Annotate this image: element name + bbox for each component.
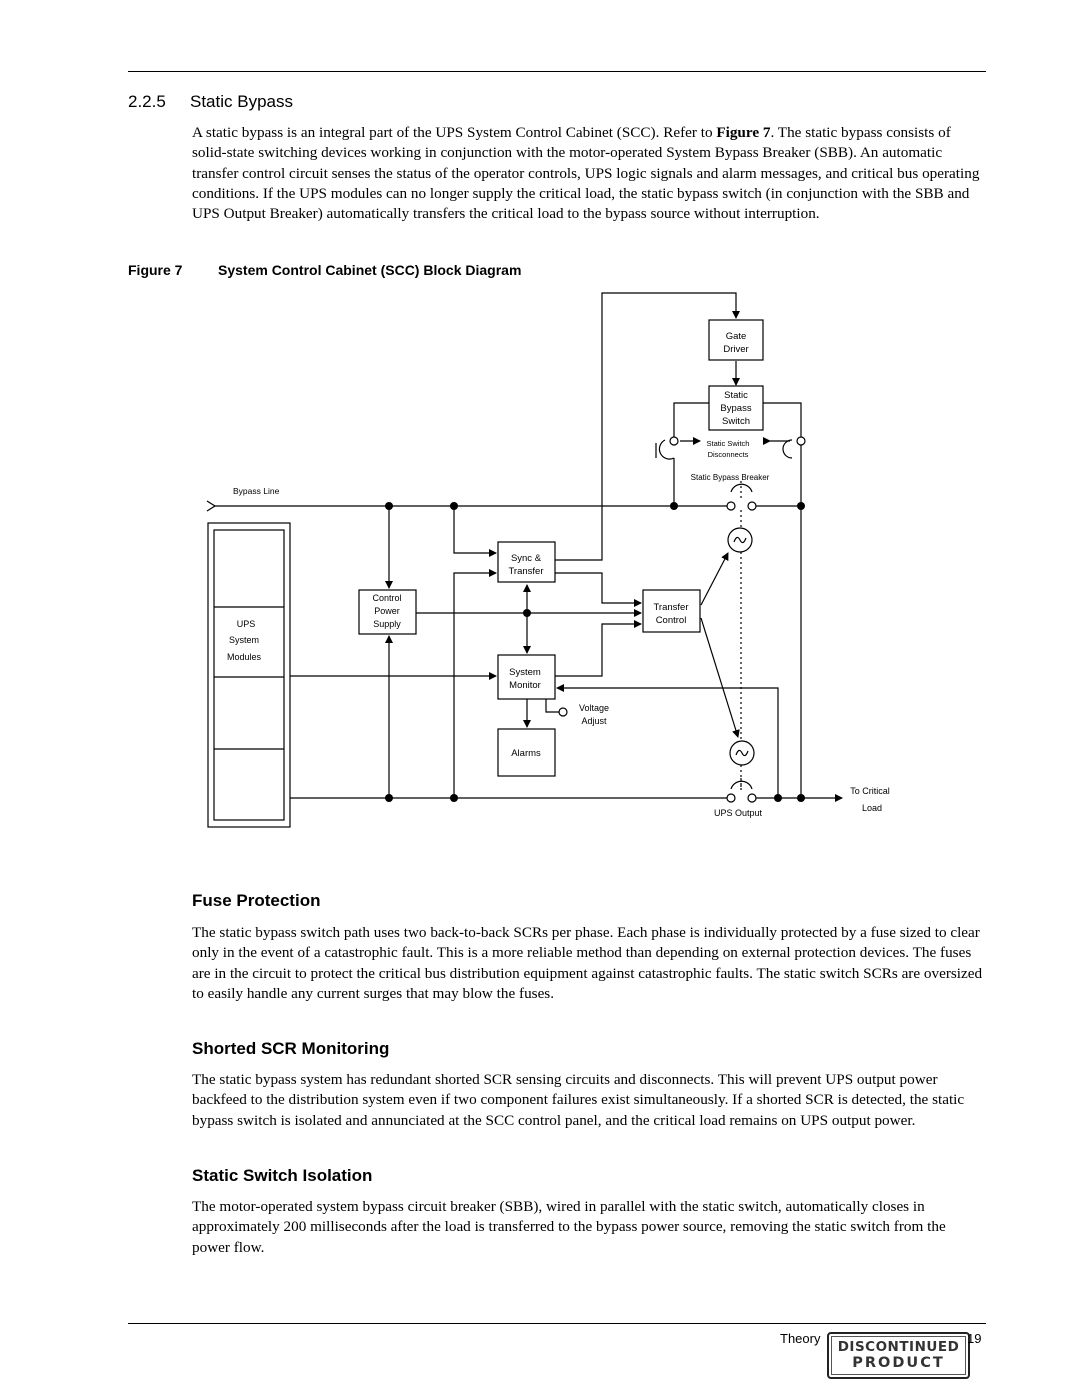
- critical-load-label: To Critical: [850, 786, 890, 796]
- stamp-line-2: PRODUCT: [852, 1355, 945, 1371]
- voltage-adjust-label: Voltage: [578, 703, 610, 713]
- static-switch-label: Bypass: [720, 403, 752, 414]
- figure-reference: Figure 7: [716, 124, 771, 141]
- transfer-control-label: Control: [655, 615, 687, 626]
- static-isolation-paragraph: The motor-operated system bypass circuit breaker (SBB), wired in parallel with the static switch, automatically closes in approximately 200 milliseconds after the load is transferred to the bypass power source, removing the static switch from the power flow.: [192, 1198, 946, 1256]
- critical-load-label: Load: [861, 803, 883, 813]
- bypass-line-label: Bypass Line: [233, 486, 280, 496]
- figure-title: System Control Cabinet (SCC) Block Diagram: [218, 262, 522, 278]
- bypass-breaker-label: Static Bypass Breaker: [690, 473, 770, 482]
- system-monitor-label: System: [509, 667, 541, 678]
- cps-label: Supply: [373, 619, 401, 629]
- section-number: 2.2.5: [128, 92, 166, 111]
- fuse-protection-paragraph: The static bypass switch path uses two back-to-back SCRs per phase. Each phase is individually protected by a fuse sized to clear only in the event of a catastrophic fault. This is a more reliable method than depending on external protection devices. The fuses are in the circuit to protect the critical bus distribution equipment against catastrophic faults. The static switch SCRs are oversized to easily handle any current surges that may blow the fuses.: [192, 924, 983, 1002]
- static-bypass-breaker: [731, 484, 752, 492]
- gate-driver-label: Driver: [723, 344, 749, 355]
- section-title: Static Bypass: [190, 92, 293, 111]
- ups-modules-label: UPS: [236, 619, 256, 629]
- sync-transfer-label: Transfer: [508, 566, 544, 577]
- footer-rule: [128, 1323, 986, 1324]
- ups-modules-label: System: [228, 635, 260, 645]
- discontinued-stamp: [827, 1332, 970, 1379]
- figure-label: Figure 7: [128, 262, 183, 278]
- cps-label: Power: [374, 606, 400, 616]
- ups-output-label: UPS Output: [713, 808, 763, 818]
- ups-modules-label: Modules: [226, 652, 262, 662]
- paragraph-rest: . The static bypass consists of solid-state switching devices working in conjunction with the motor-operated System Bypass Breaker (SBB). An automatic transfer control circuit senses the status of the operator controls, UPS logic signals and alarm messages, and critical bus operating conditions. If the UPS modules can no longer supply the critical load, the static bypass switch (in conjunction with the SBB and UPS Output Breaker) automatically transfers the critical load to the bypass source without interruption.: [192, 124, 980, 223]
- shorted-scr-paragraph: The static bypass system has redundant shorted SCR sensing circuits and disconnects. This will prevent UPS output power backfeed to the distribution system even if two component failures exist simultaneously. If a shorted SCR is detected, the static bypass switch is isolated and annunciated at the SCC control panel, and the critical load remains on UPS output power.: [192, 1071, 965, 1129]
- voltage-adjust-label: Adjust: [581, 716, 607, 726]
- stamp-line-1: DISCONTINUED: [837, 1339, 960, 1355]
- gate-driver-label: Gate: [725, 331, 747, 342]
- page-number: 19: [967, 1331, 982, 1346]
- bypass-input-chevron: [207, 501, 215, 511]
- ups-modules-outer: [208, 523, 290, 827]
- paragraph-intro: A static bypass is an integral part of the UPS System Control Cabinet (SCC). Refer to: [192, 124, 717, 141]
- disconnect-right: [783, 440, 792, 458]
- static-switch-label: Static: [724, 390, 748, 401]
- transfer-control-label: Transfer: [653, 602, 689, 613]
- footer-chapter: Theory: [780, 1331, 821, 1346]
- fuse-protection-heading: Fuse Protection: [192, 891, 321, 910]
- disconnects-label: Disconnects: [707, 450, 749, 459]
- alarms-label: Alarms: [511, 748, 541, 759]
- cps-label: Control: [372, 593, 402, 603]
- static-switch-label: Switch: [722, 416, 750, 427]
- system-monitor-label: Monitor: [509, 680, 541, 691]
- disconnects-label: Static Switch: [706, 439, 750, 448]
- shorted-scr-heading: Shorted SCR Monitoring: [192, 1039, 390, 1058]
- sync-transfer-label: Sync &: [510, 553, 542, 564]
- ups-modules-inner: [214, 530, 284, 820]
- junction-dots: [385, 502, 805, 802]
- static-isolation-heading: Static Switch Isolation: [192, 1166, 373, 1185]
